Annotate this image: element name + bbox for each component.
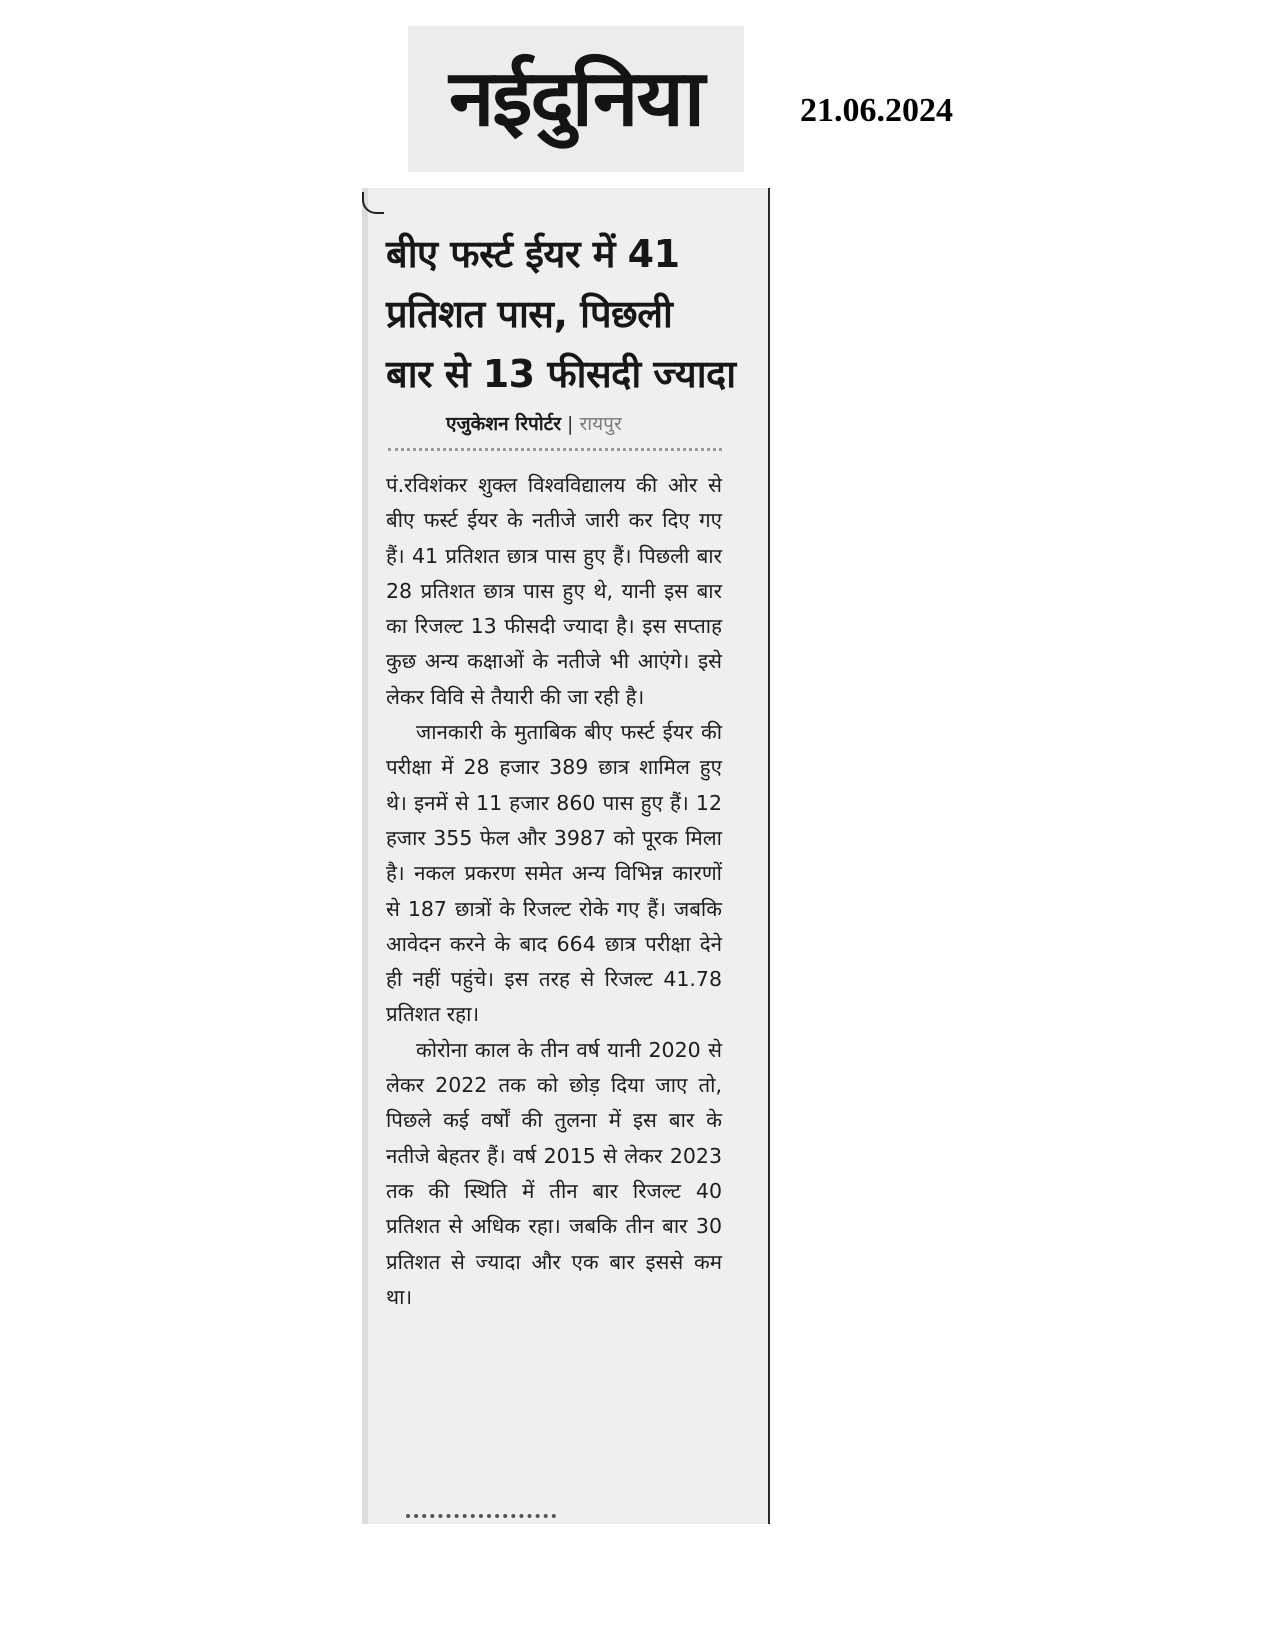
newspaper-masthead [408,26,744,172]
byline-divider [388,448,722,451]
headline-line-2: प्रतिशत पास, पिछली [386,292,673,336]
article-headline [386,224,746,404]
article-paragraph-3: कोरोना काल के तीन वर्ष यानी 2020 से लेकर 2022 तक को छोड़ दिया जाए तो, पिछले कई वर्षों की तुलना में इस बार के नतीजे बेहतर हैं। वर्ष 2015 से लेकर 2023 तक की स्थिति में तीन बार रिजल्ट 40 प्रतिशत से अधिक रहा। जबकि तीन बार 30 प्रतिशत से ज्यादा और एक बार इससे कम था। [386,1037,722,1309]
article-byline [446,410,622,436]
article-paragraph-2: जानकारी के मुताबिक बीए फर्स्ट ईयर की परीक्षा में 28 हजार 389 छात्र शामिल हुए थे। इनमें से 11 हजार 860 पास हुए हैं। 12 हजार 355 फेल और 3987 को पूरक मिला है। नकल प्रकरण समेत अन्य विभिन्न कारणों से 187 छात्रों के रिजल्ट रोके गए हैं। जबकि आवेदन करने के बाद 664 छात्र परीक्षा देने ही नहीं पहुंचे। इस तरह से रिजल्ट 41.78 प्रतिशत रहा। [386,720,722,1027]
news-clipping [362,188,770,1524]
headline-line-1: बीए फर्स्ट ईयर में 41 [386,232,680,276]
byline-reporter: एजुकेशन रिपोर्टर [446,413,562,435]
publication-date: 21.06.2024 [800,92,953,129]
article-body [386,468,722,1315]
byline-separator: | [567,413,574,435]
clipping-edge-mark [406,1514,556,1526]
article-paragraph-1: पं.रविशंकर शुक्ल विश्वविद्यालय की ओर से बीए फर्स्ट ईयर के नतीजे जारी कर दिए गए हैं। 41 प्रतिशत छात्र पास हुए हैं। पिछली बार 28 प्रतिशत छात्र पास हुए थे, यानी इस बार का रिजल्ट 13 फीसदी ज्यादा है। इस सप्ताह कुछ अन्य कक्षाओं के नतीजे भी आएंगे। इसे लेकर विवि से तैयारी की जा रही है। [386,473,722,709]
masthead-logo-text: नईदुनिया [448,54,704,144]
corner-mark [362,192,384,214]
headline-line-3: बार से 13 फीसदी ज्यादा [386,352,736,396]
byline-city: रायपुर [579,413,622,435]
